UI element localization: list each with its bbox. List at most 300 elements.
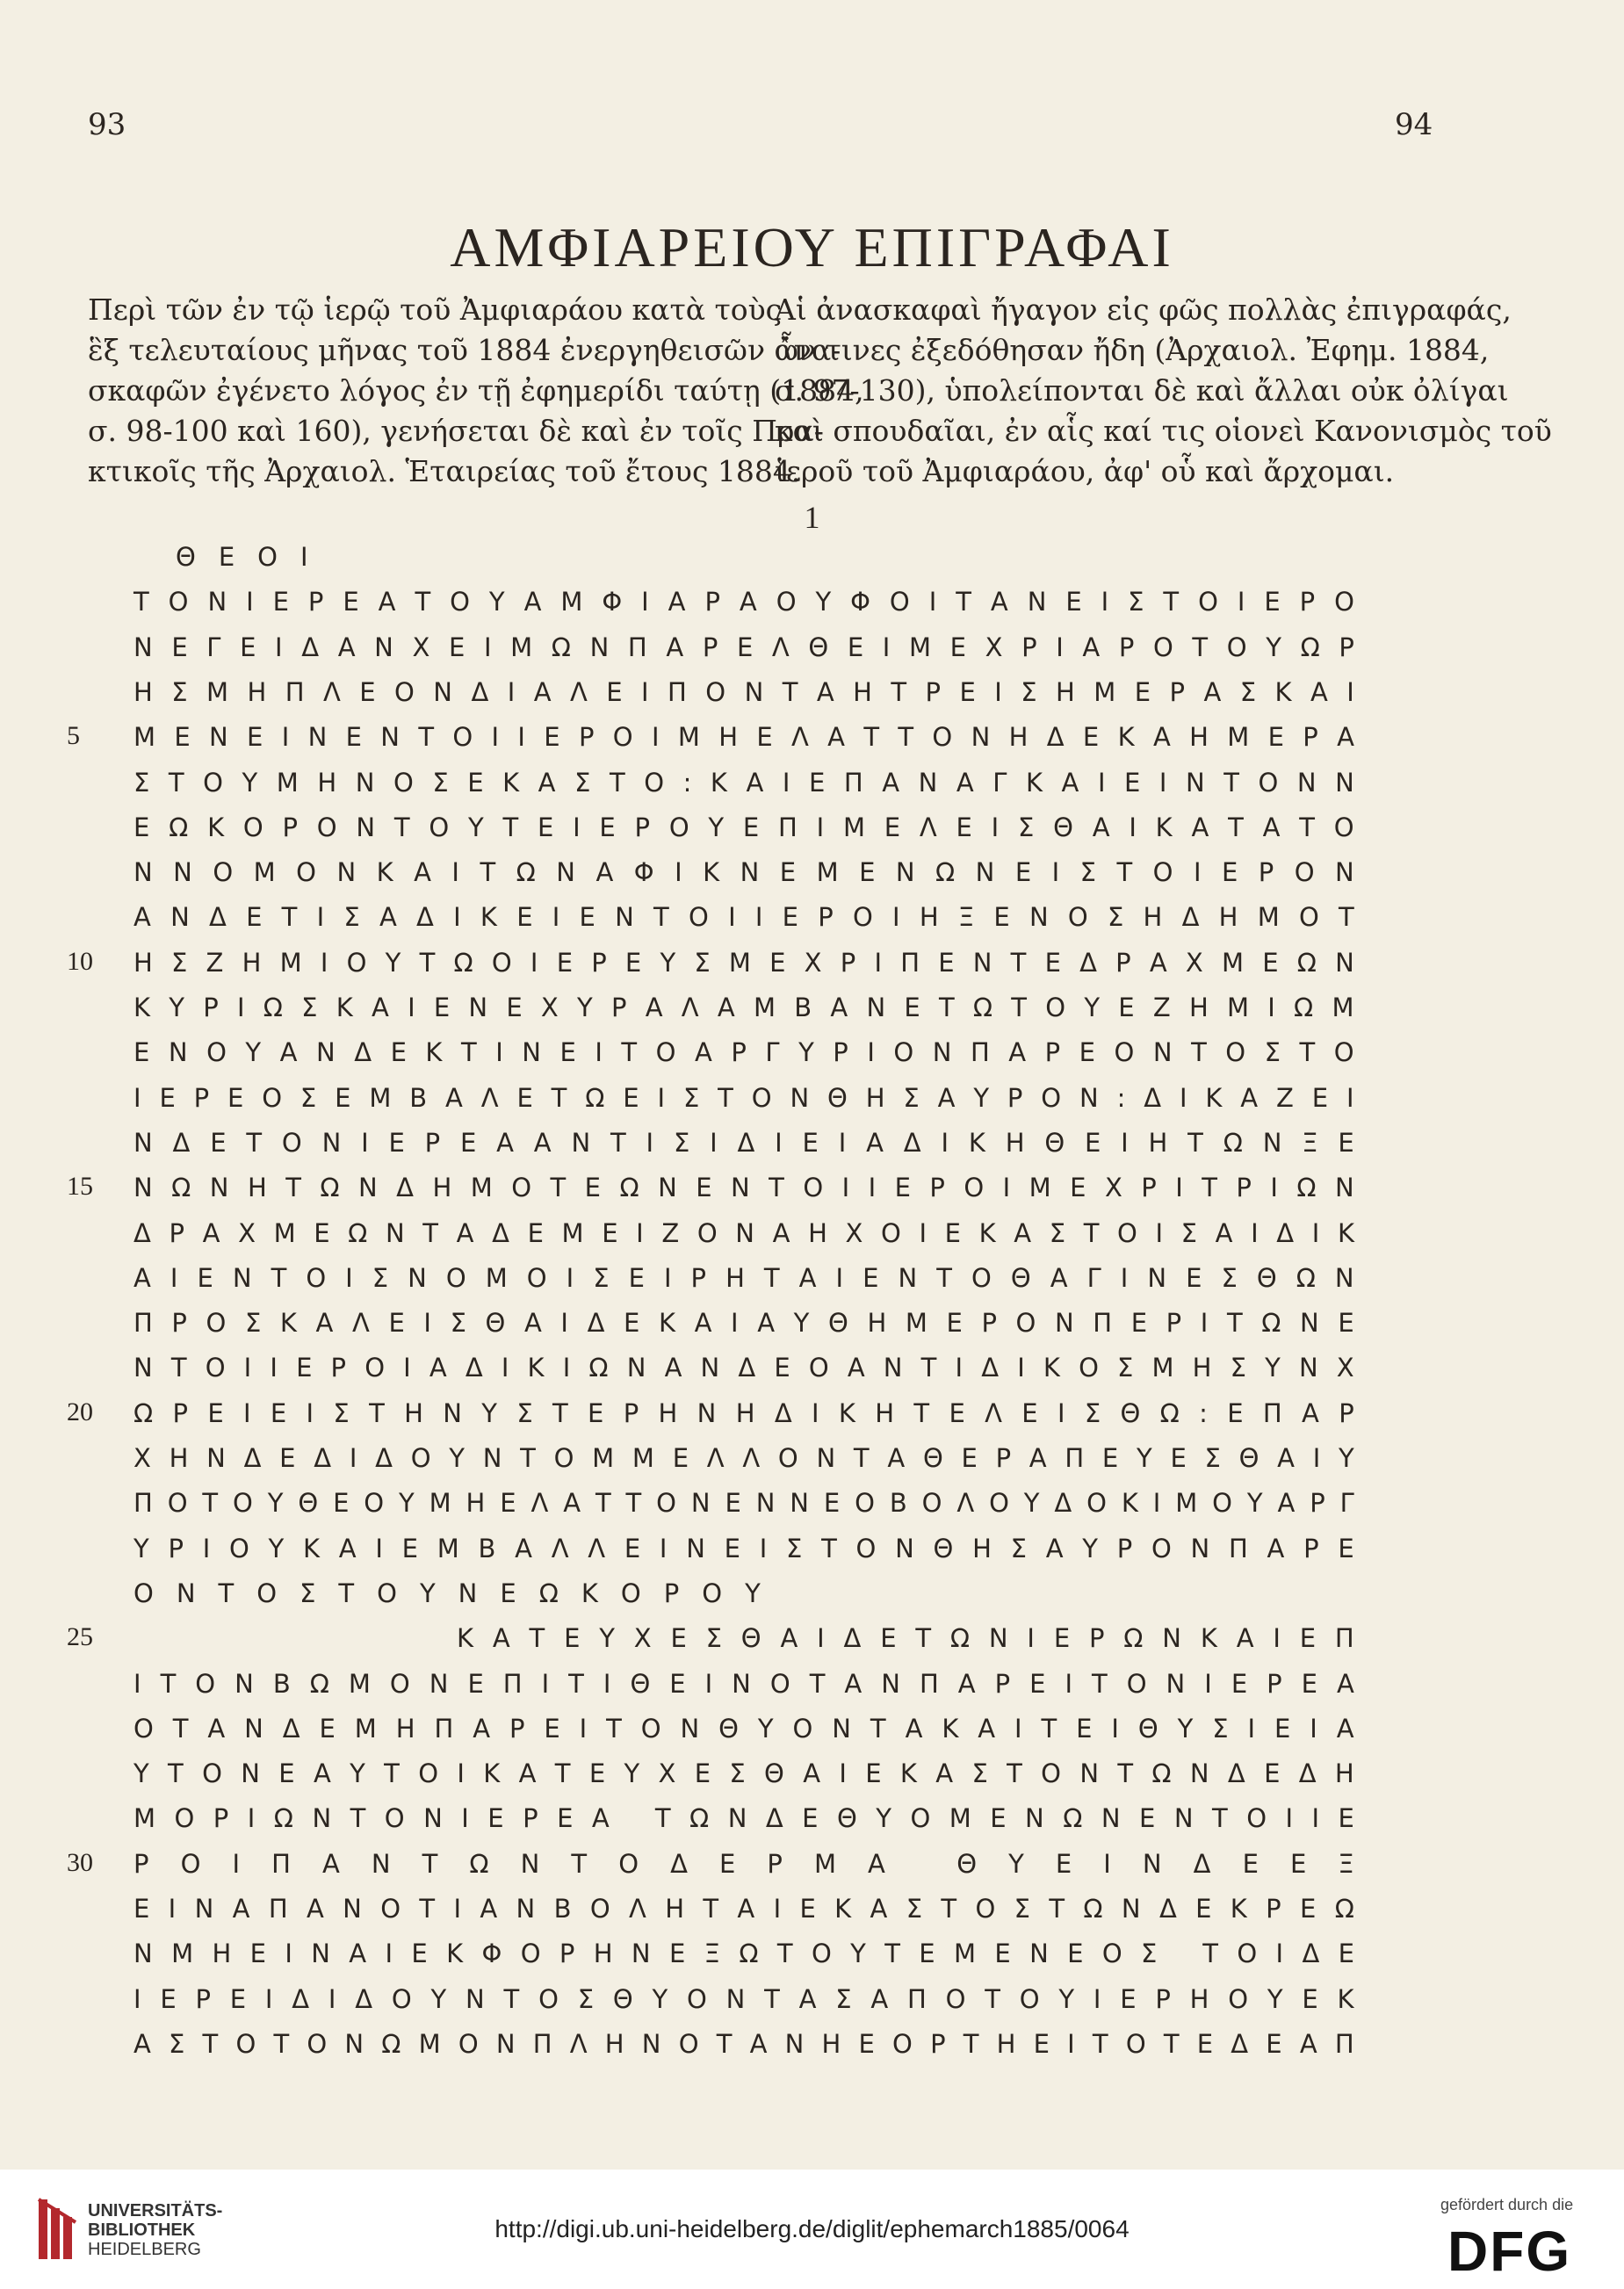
inscription-letter: Α — [371, 993, 389, 1022]
inscription-letter: Ρ — [1236, 1173, 1252, 1203]
inscription-letter: Ο — [1086, 1488, 1107, 1519]
inscription-letter: Δ — [1227, 1758, 1245, 1789]
inscription-letter: Θ — [808, 632, 829, 662]
inscription-letter: Ε — [557, 1803, 574, 1834]
inscription-letter: Υ — [467, 812, 484, 842]
inscription-letter: Ε — [537, 812, 554, 842]
inscription-letter: Δ — [471, 676, 489, 707]
inscription-letter: Η — [395, 1713, 415, 1744]
inscription-letter: Η — [169, 1443, 189, 1473]
inscription-letter: Χ — [985, 632, 1003, 662]
inscription-letter: Κ — [968, 1127, 985, 1158]
inscription-letter: Ι — [202, 1533, 211, 1563]
inscription-letter: Ν — [571, 1127, 591, 1158]
inscription-letter: Τ — [621, 1037, 638, 1068]
inscription-letter: Ν — [482, 1443, 502, 1473]
inscription-letter: Ο — [1067, 902, 1088, 933]
inscription-letter: Κ — [834, 1894, 852, 1924]
inscription-letter: Ν — [173, 857, 192, 888]
inscription-line — [134, 1214, 1354, 1253]
inscription-letter: Λ — [480, 1082, 499, 1113]
inscription-letter: Η — [875, 1397, 895, 1428]
inscription-letter: Χ — [540, 993, 559, 1022]
inscription-letter: Δ — [1046, 722, 1065, 753]
inscription-letter: Η — [1056, 676, 1075, 707]
inscription-letter: Μ — [276, 767, 299, 798]
inscription-letter: Η — [1008, 722, 1029, 753]
inscription-letter: Υ — [815, 587, 832, 617]
inscription-letter: Ε — [808, 767, 826, 798]
inscription-letter: Κ — [710, 767, 727, 798]
inscription-letter: Τ — [606, 1713, 622, 1744]
inscription-letter: Η — [242, 947, 262, 978]
inscription-letter: Θ — [828, 1308, 848, 1339]
inscription-letter: Δ — [981, 1353, 1000, 1383]
inscription-letter: Ο — [364, 1353, 386, 1383]
inscription-letter: Ρ — [1310, 1488, 1325, 1519]
inscription-line — [134, 1889, 1354, 1928]
inscription-line — [176, 538, 1397, 576]
line-number: 5 — [67, 721, 80, 751]
inscription-letter: Μ — [728, 947, 751, 978]
inscription-letter: Κ — [457, 1623, 474, 1654]
inscription-letter: Ι — [501, 1353, 509, 1383]
inscription-letter: Λ — [588, 1533, 606, 1563]
inscription-letter: Ν — [1173, 1803, 1194, 1834]
inscription-letter: Ι — [168, 1894, 177, 1924]
inscription-letter: Τ — [350, 1803, 366, 1834]
inscription-letter: Ι — [270, 1353, 278, 1383]
inscription-letter: Τ — [1049, 1894, 1065, 1924]
inscription-letter: Ν — [932, 1037, 952, 1068]
inscription-letter: Α — [538, 767, 556, 798]
inscription-letter: Ε — [1065, 587, 1082, 617]
inscription-letter: Ν — [466, 1983, 485, 2014]
inscription-letter: Κ — [581, 1578, 598, 1608]
inscription-letter: Ρ — [610, 993, 627, 1022]
inscription-letter: Υ — [745, 1578, 761, 1608]
inscription-letter: Τ — [913, 1397, 930, 1428]
inscription-letter: Ε — [1170, 1443, 1187, 1473]
inscription-letter: Ν — [895, 1533, 914, 1563]
inscription-letter: Τ — [1202, 1939, 1218, 1969]
inscription-letter: Σ — [1117, 1353, 1134, 1383]
inscription-letter: Ε — [433, 993, 451, 1022]
inscription-letter: Α — [695, 1037, 712, 1068]
inscription-letter: Τ — [898, 722, 914, 753]
inscription-letter: Δ — [1302, 1939, 1320, 1969]
inscription-letter: Γ — [992, 767, 1007, 798]
inscription-letter: Α — [937, 1082, 956, 1113]
inscription-letter: Π — [532, 2028, 552, 2059]
inscription-letter: Σ — [1212, 1713, 1229, 1744]
inscription-letter: Θ — [933, 1533, 954, 1563]
inscription-letter: Δ — [492, 1217, 509, 1248]
inscription-letter: Ο — [612, 722, 633, 753]
inscription-letter: Ι — [457, 1758, 465, 1789]
inscription-letter: Ι — [573, 812, 581, 842]
inscription-letter: Ο — [393, 767, 414, 798]
inscription-letter: Κ — [336, 993, 353, 1022]
inscription-letter: Ι — [710, 1127, 718, 1158]
inscription-letter: Α — [533, 676, 552, 707]
inscription-letter: Ι — [659, 1533, 668, 1563]
inscription-letter: Ε — [606, 676, 623, 707]
inscription-letter: Υ — [1267, 1983, 1283, 2014]
inscription-line — [134, 1574, 1354, 1613]
inscription-letter: Ι — [423, 1308, 431, 1339]
inscription-letter: Γ — [206, 632, 221, 662]
inscription-letter: Σ — [903, 1082, 920, 1113]
inscription-letter: Ε — [602, 1217, 618, 1248]
inscription-letter: Α — [492, 1623, 510, 1654]
inscription-letter: Ο — [394, 676, 415, 707]
inscription-letter: Ε — [894, 1173, 911, 1203]
inscription-letter: Ε — [459, 1127, 477, 1158]
inscription-letter: Κ — [1121, 1488, 1138, 1519]
inscription-letter: Υ — [793, 1308, 810, 1339]
inscription-letter: Κ — [1043, 1353, 1060, 1383]
inscription-letter: Η — [821, 2028, 841, 2059]
inscription-letter: Κ — [1274, 676, 1292, 707]
inscription-letter: Ε — [1130, 1308, 1148, 1339]
inscription-letter: Τ — [1192, 632, 1209, 662]
inscription-letter: Ο — [1125, 2028, 1146, 2059]
inscription-letter: Ο — [134, 1578, 154, 1608]
inscription-letter: Ν — [697, 1397, 717, 1428]
inscription-letter: Ο — [391, 1983, 412, 2014]
inscription-letter: Ι — [657, 1082, 666, 1113]
inscription-letter: Δ — [1054, 1488, 1072, 1519]
inscription-letter: Η — [212, 1939, 232, 1969]
inscription-letter: Η — [1189, 1983, 1209, 2014]
inscription-letter: Κ — [1337, 1217, 1354, 1248]
inscription-letter: Υ — [1339, 1443, 1354, 1473]
inscription-letter: Δ — [396, 1173, 414, 1203]
inscription-letter: Υ — [385, 947, 401, 978]
inscription-letter: Τ — [703, 1894, 719, 1924]
inscription-letter: Μ — [354, 1713, 377, 1744]
inscription-letter: Α — [827, 722, 845, 753]
inscription-letter: Η — [134, 676, 153, 707]
source-url-link[interactable]: http://digi.ub.uni-heidelberg.de/diglit/ephemarch1885/0064 — [494, 2215, 1130, 2242]
inscription-letter: Ν — [1335, 857, 1354, 888]
inscription-letter: Τ — [1187, 1127, 1203, 1158]
inscription-letter: Α — [668, 587, 686, 617]
inscription-letter: Σ — [171, 947, 188, 978]
inscription-letter: Ω — [1223, 1127, 1243, 1158]
inscription-letter: Ν — [918, 767, 938, 798]
inscription-letter: Ω — [1334, 1894, 1354, 1924]
inscription-letter: Ο — [892, 2028, 913, 2059]
inscription-letter: Ε — [1311, 1082, 1329, 1113]
inscription-letter: Ρ — [213, 1803, 229, 1834]
inscription-letter: Ε — [779, 857, 797, 888]
inscription-letter: Ε — [725, 1488, 741, 1519]
inscription-letter: Η — [658, 1397, 678, 1428]
inscription-letter: Ν — [374, 632, 393, 662]
inscription-letter: Τ — [285, 1173, 301, 1203]
inscription-letter: Δ — [765, 1803, 783, 1834]
inscription-letter: Ρ — [818, 902, 834, 933]
inscription-letter: Ι — [1346, 676, 1354, 707]
inscription-letter: Θ — [1044, 1127, 1065, 1158]
inscription-letter: Ν — [408, 1262, 427, 1293]
inscription-letter: Π — [970, 1037, 990, 1068]
inscription-letter: Ρ — [169, 1217, 184, 1248]
inscription-letter: Θ — [1137, 1713, 1158, 1744]
inscription-letter: Ξ — [957, 902, 975, 933]
inscription-letter: Ο — [921, 1488, 942, 1519]
inscription-letter: : — [1199, 1397, 1208, 1428]
inscription-letter: Η — [404, 1397, 423, 1428]
inscription-letter: Ι — [264, 1983, 273, 2014]
inscription-letter: Ι — [646, 1127, 654, 1158]
inscription-letter: Ε — [207, 1397, 224, 1428]
inscription-letter: Ρ — [1299, 587, 1316, 617]
inscription-letter: Π — [1334, 2028, 1354, 2059]
inscription-letter: Ν — [898, 1262, 918, 1293]
inscription-letter: Θ — [298, 1488, 319, 1519]
inscription-letter: Ν — [516, 1894, 536, 1924]
inscription-letter: Α — [379, 902, 397, 933]
inscription-letter: Ν — [1054, 1308, 1074, 1339]
inscription-letter: Τ — [418, 722, 435, 753]
inscription-letter: Υ — [757, 1713, 774, 1744]
inscription-letter: Ν — [866, 993, 886, 1022]
inscription-letter: Η — [665, 1894, 684, 1924]
inscription-letter: Ε — [1029, 1668, 1046, 1699]
inscription-letter: Υ — [1265, 1353, 1281, 1383]
inscription-letter: Ζ — [1276, 1082, 1294, 1113]
inscription-letter: Ι — [595, 1037, 603, 1068]
inscription-letter: Ο — [256, 1578, 278, 1608]
inscription-letter: Ω — [1063, 1803, 1083, 1834]
inscription-letter: Σ — [577, 1983, 595, 2014]
inscription-letter: Π — [843, 767, 863, 798]
inscription-letter: Ο — [233, 1488, 253, 1519]
inscription-letter: Ο — [655, 1037, 676, 1068]
inscription-letter: Ρ — [1303, 1533, 1319, 1563]
inscription-letter: Η — [1218, 902, 1238, 933]
inscription-letter: Α — [445, 1082, 463, 1113]
inscription-letter: Α — [847, 1353, 865, 1383]
inscription-letter: Ο — [1226, 632, 1247, 662]
inscription-letter: Τ — [1226, 1308, 1243, 1339]
inscription-letter: Ι — [134, 1668, 141, 1699]
dfg-logo: DFG — [1447, 2220, 1572, 2283]
inscription-line — [134, 853, 1354, 892]
inscription-letter: Ο — [855, 1488, 875, 1519]
inscription-line — [134, 988, 1354, 1027]
intro-left-column — [88, 290, 864, 492]
inscription-letter: Κ — [658, 1308, 675, 1339]
inscription-letter: Υ — [1008, 1848, 1024, 1879]
inscription-letter: Ο — [1114, 1037, 1135, 1068]
inscription-letter: Κ — [838, 1397, 855, 1428]
inscription-letter: Ι — [603, 1668, 611, 1699]
inscription-letter: Ν — [312, 1803, 332, 1834]
inscription-letter: Τ — [853, 1443, 870, 1473]
inscription-letter: Α — [666, 632, 684, 662]
inscription-letter: Ω — [1296, 947, 1317, 978]
inscription-line — [134, 1259, 1354, 1297]
inscription-letter: Ν — [975, 857, 995, 888]
inscription-letter: Ο — [1212, 1488, 1232, 1519]
inscription-letter: Ρ — [704, 587, 720, 617]
inscription-letter: Ο — [134, 1713, 154, 1744]
inscription-letter: Α — [595, 857, 614, 888]
inscription-letter: Ε — [272, 587, 289, 617]
inscription-letter: Α — [563, 1488, 581, 1519]
inscription-letter: Ο — [1225, 1037, 1246, 1068]
inscription-letter: Α — [1277, 1488, 1296, 1519]
inscription-line — [134, 1754, 1354, 1793]
inscription-letter: Ο — [811, 1939, 832, 1969]
inscription-letter: Ο — [450, 587, 470, 617]
inscription-letter: Ν — [336, 857, 357, 888]
inscription-number: 1 — [804, 500, 820, 535]
inscription-letter: Ο — [1079, 1353, 1099, 1383]
inscription-letter: Ο — [678, 2028, 699, 2059]
inscription-letter: Ι — [1067, 2028, 1075, 2059]
inscription-letter: Ζ — [1152, 993, 1171, 1022]
inscription-letter: Ν — [316, 1037, 336, 1068]
inscription-letter: Μ — [510, 632, 533, 662]
inscription-letter: Λ — [352, 1308, 370, 1339]
inscription-letter: Λ — [681, 993, 699, 1022]
inscription-letter: Ε — [802, 1127, 819, 1158]
inscription-letter: Λ — [629, 1894, 646, 1924]
inscription-letter: Δ — [1298, 1758, 1317, 1789]
inscription-letter: Ε — [823, 1488, 841, 1519]
inscription-letter: Ρ — [171, 1308, 187, 1339]
inscription-letter: Α — [523, 1308, 542, 1339]
inscription-letter: Τ — [863, 722, 880, 753]
inscription-letter: Ι — [812, 1397, 819, 1428]
inscription-letter: Ρ — [840, 947, 856, 978]
inscription-letter: Α — [1203, 676, 1222, 707]
inscription-letter: Η — [867, 1308, 887, 1339]
inscription-letter: Ο — [855, 1533, 877, 1563]
inscription-letter: Υ — [242, 767, 258, 798]
inscription-letter: Π — [1228, 1533, 1248, 1563]
inscription-letter: Ε — [863, 1262, 879, 1293]
inscription-letter: Ε — [994, 1939, 1011, 1969]
inscription-letter: Μ — [1227, 722, 1250, 753]
inscription-letter: Μ — [253, 857, 276, 888]
inscription-letter: Π — [919, 1668, 939, 1699]
inscription-letter: Τ — [1010, 947, 1027, 978]
inscription-letter: Ν — [170, 902, 190, 933]
line-number: 20 — [67, 1397, 93, 1426]
inscription-letter: Η — [1148, 1127, 1168, 1158]
inscription-letter: Η — [853, 676, 872, 707]
inscription-letter: Ε — [448, 632, 466, 662]
inscription-letter: Ρ — [1169, 676, 1185, 707]
inscription-letter: Ι — [300, 542, 308, 572]
inscription-letter: Μ — [429, 1488, 451, 1519]
inscription-letter: Π — [627, 632, 647, 662]
inscription-letter: Α — [1050, 1262, 1068, 1293]
inscription-letter: Μ — [206, 676, 229, 707]
inscription-letter: Ε — [314, 1217, 330, 1248]
inscription-letter: : — [1116, 1082, 1126, 1113]
inscription-letter: Β — [794, 993, 812, 1022]
inscription-letter: Α — [1236, 1623, 1254, 1654]
inscription-letter: Ο — [697, 1217, 718, 1248]
inscription-letter: Τ — [419, 947, 436, 978]
inscription-letter — [1176, 1939, 1184, 1968]
inscription-letter: Λ — [706, 1443, 725, 1473]
inscription-letter: Γ — [1086, 1262, 1101, 1293]
inscription-letter: Α — [1008, 1037, 1027, 1068]
inscription-letter: Ι — [1014, 1713, 1022, 1744]
inscription-letter: Υ — [1023, 1488, 1040, 1519]
inscription-letter: Χ — [134, 1443, 151, 1473]
inscription-letter: Ε — [467, 767, 484, 798]
inscription-letter: Α — [887, 1443, 906, 1473]
inscription-letter: Ν — [626, 1353, 646, 1383]
inscription-letter: Ο — [206, 1037, 227, 1068]
inscription-letter: Α — [202, 1217, 220, 1248]
inscription-letter: Ι — [1152, 1488, 1161, 1519]
inscription-letter: Ω — [972, 993, 993, 1022]
inscription-letter: Ι — [675, 857, 682, 888]
inscription-letter: Ε — [624, 947, 642, 978]
inscription-letter: Ι — [566, 1262, 574, 1293]
inscription-letter: Ν — [433, 676, 452, 707]
inscription-letter: Α — [957, 1668, 976, 1699]
inscription-letter: Ρ — [1141, 1173, 1157, 1203]
inscription-letter: Ο — [380, 1894, 401, 1924]
inscription-letter: Δ — [282, 1713, 300, 1744]
inscription-letter: Τ — [160, 1668, 177, 1699]
inscription-letter: Ε — [1195, 1894, 1212, 1924]
inscription-line — [457, 1619, 1354, 1657]
inscription-letter: Ο — [195, 1668, 216, 1699]
inscription-letter: Α — [1336, 1668, 1354, 1699]
inscription-letter: Τ — [1041, 1713, 1057, 1744]
inscription-letter: Υ — [1136, 1443, 1152, 1473]
inscription-letter: Ν — [321, 1127, 342, 1158]
inscription-letter: Α — [533, 1127, 552, 1158]
inscription-letter: Ο — [889, 587, 910, 617]
inscription-letter: Α — [1277, 1443, 1295, 1473]
inscription-letter: Α — [645, 993, 663, 1022]
inscription-letter: Ο — [1333, 1037, 1354, 1068]
inscription-letter: Α — [1191, 812, 1209, 842]
inscription-letter: Σ — [134, 767, 150, 798]
inscription-letter: Τ — [1007, 1758, 1022, 1789]
inscription-letter: Ι — [782, 767, 790, 798]
inscription-letter: Ο — [1294, 857, 1315, 888]
inscription-letter: Τ — [1299, 1037, 1316, 1068]
inscription-letter: Ε — [1082, 722, 1100, 753]
inscription-letter: Ν — [244, 1713, 263, 1744]
inscription-letter: Κ — [527, 1353, 545, 1383]
inscription-letter: Ε — [696, 1173, 712, 1203]
inscription-letter: Ο — [205, 1353, 226, 1383]
inscription-letter: Ο — [1151, 1533, 1172, 1563]
inscription-letter: Μ — [560, 587, 583, 617]
inscription-letter: Ι — [306, 1397, 314, 1428]
inscription-letter: Ο — [893, 1037, 914, 1068]
inscription-letter: Ρ — [1088, 1623, 1105, 1654]
inscription-letter: Δ — [903, 1127, 921, 1158]
inscription-letter: Ο — [452, 722, 473, 753]
inscription-letter: Ω — [171, 1173, 191, 1203]
